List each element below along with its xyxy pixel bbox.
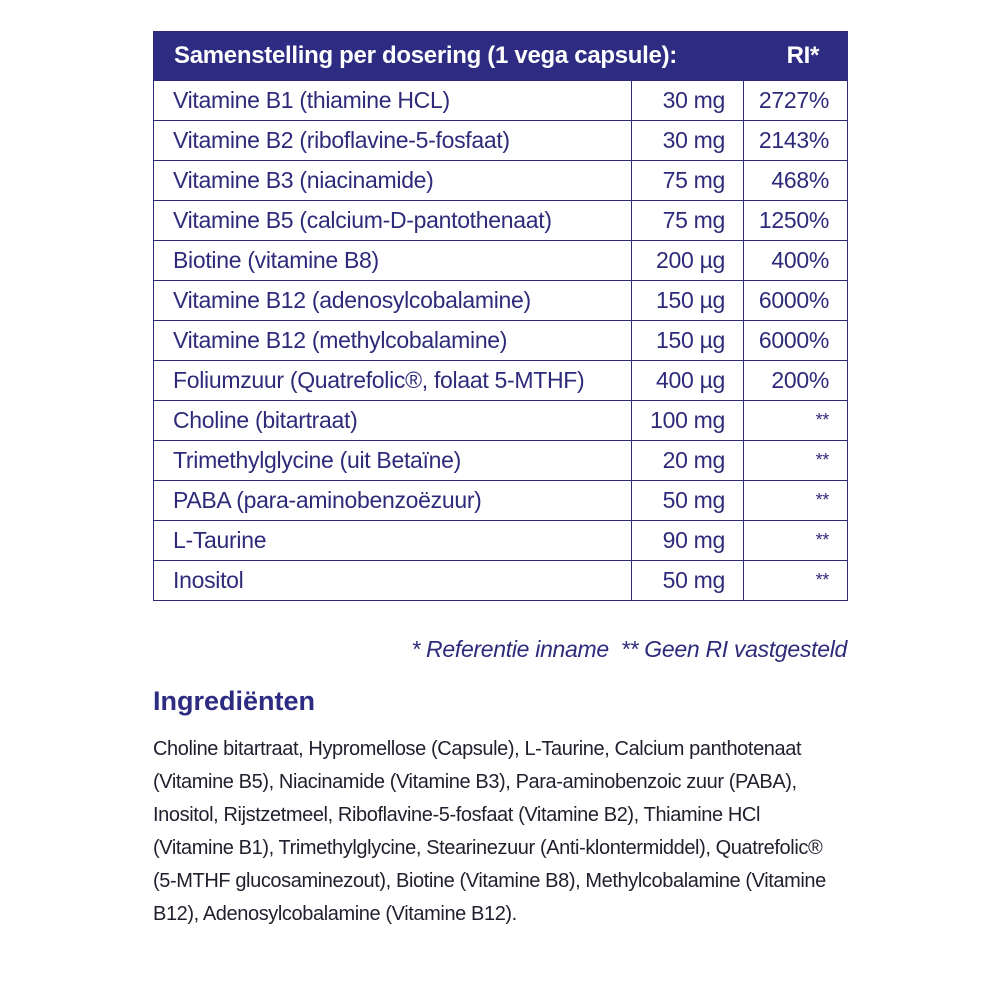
nutrient-ri: ** <box>744 441 848 481</box>
nutrient-ri: ** <box>744 401 848 441</box>
table-header-row <box>154 32 848 81</box>
nutrient-ri: 200% <box>744 361 848 401</box>
nutrient-amount: 150 µg <box>632 281 744 321</box>
table-row <box>154 481 848 521</box>
nutrient-ri: 2143% <box>744 121 848 161</box>
nutrition-table <box>153 31 848 601</box>
nutrient-amount: 20 mg <box>632 441 744 481</box>
nutrient-name: Vitamine B3 (niacinamide) <box>154 161 632 201</box>
table-row <box>154 441 848 481</box>
nutrient-amount: 50 mg <box>632 481 744 521</box>
nutrient-ri: ** <box>744 521 848 561</box>
table-body <box>154 81 848 601</box>
table-row <box>154 161 848 201</box>
ingredients-heading: Ingrediënten <box>153 686 316 716</box>
table-row <box>154 81 848 121</box>
footnote <box>411 636 847 663</box>
nutrient-name: Biotine (vitamine B8) <box>154 241 632 281</box>
table-row <box>154 121 848 161</box>
nutrient-name: Inositol <box>154 561 632 601</box>
table-row <box>154 521 848 561</box>
nutrient-ri: 6000% <box>744 281 848 321</box>
nutrient-amount: 75 mg <box>632 201 744 241</box>
table-row <box>154 201 848 241</box>
nutrient-amount: 75 mg <box>632 161 744 201</box>
table-header-ri: RI* <box>744 32 848 81</box>
nutrient-amount: 50 mg <box>632 561 744 601</box>
nutrient-name: Vitamine B12 (methylcobalamine) <box>154 321 632 361</box>
nutrient-name: Vitamine B2 (riboflavine-5-fosfaat) <box>154 121 632 161</box>
nutrient-ri: 6000% <box>744 321 848 361</box>
footnote-none: ** Geen RI vastgesteld <box>620 636 847 662</box>
nutrient-amount: 100 mg <box>632 401 744 441</box>
nutrient-ri: 468% <box>744 161 848 201</box>
nutrient-name: Trimethylglycine (uit Betaïne) <box>154 441 632 481</box>
nutrient-amount: 200 µg <box>632 241 744 281</box>
table-row <box>154 561 848 601</box>
nutrient-ri: 2727% <box>744 81 848 121</box>
nutrient-name: Foliumzuur (Quatrefolic®, folaat 5-MTHF) <box>154 361 632 401</box>
nutrient-amount: 400 µg <box>632 361 744 401</box>
nutrient-name: Choline (bitartraat) <box>154 401 632 441</box>
table-header-title: Samenstelling per dosering (1 vega capsule): <box>154 32 744 81</box>
nutrient-name: Vitamine B1 (thiamine HCL) <box>154 81 632 121</box>
table-row <box>154 241 848 281</box>
table-row <box>154 361 848 401</box>
nutrient-amount: 150 µg <box>632 321 744 361</box>
nutrient-ri: ** <box>744 481 848 521</box>
table-row <box>154 281 848 321</box>
nutrient-amount: 30 mg <box>632 81 744 121</box>
nutrient-ri: ** <box>744 561 848 601</box>
ingredients-text: Choline bitartraat, Hypromellose (Capsule), L-Taurine, Calcium panthotenaat (Vitamine B5), Niacinamide (Vitamine B3), Para-aminobenzoic zuur (PABA), Inositol, Rijstzetmeel, Riboflavine-5-fosfaat (Vitamine B2), Thiamine HCl (Vitamine B1), Trimethylglycine, Stearinezuur (Anti-klontermiddel), Quatrefolic® (5-MTHF glucosaminezout), Biotine (Vitamine B8), Methylcobalamine (Vitamine B12), Adenosylcobalamine (Vitamine B12). <box>153 738 826 925</box>
nutrient-amount: 90 mg <box>632 521 744 561</box>
table-row <box>154 401 848 441</box>
table-row <box>154 321 848 361</box>
nutrient-name: Vitamine B5 (calcium-D-pantothenaat) <box>154 201 632 241</box>
footnote-ri: * Referentie inname <box>411 636 609 662</box>
nutrient-amount: 30 mg <box>632 121 744 161</box>
nutrient-name: Vitamine B12 (adenosylcobalamine) <box>154 281 632 321</box>
nutrient-name: L-Taurine <box>154 521 632 561</box>
nutrient-ri: 1250% <box>744 201 848 241</box>
nutrient-ri: 400% <box>744 241 848 281</box>
nutrient-name: PABA (para-aminobenzoëzuur) <box>154 481 632 521</box>
